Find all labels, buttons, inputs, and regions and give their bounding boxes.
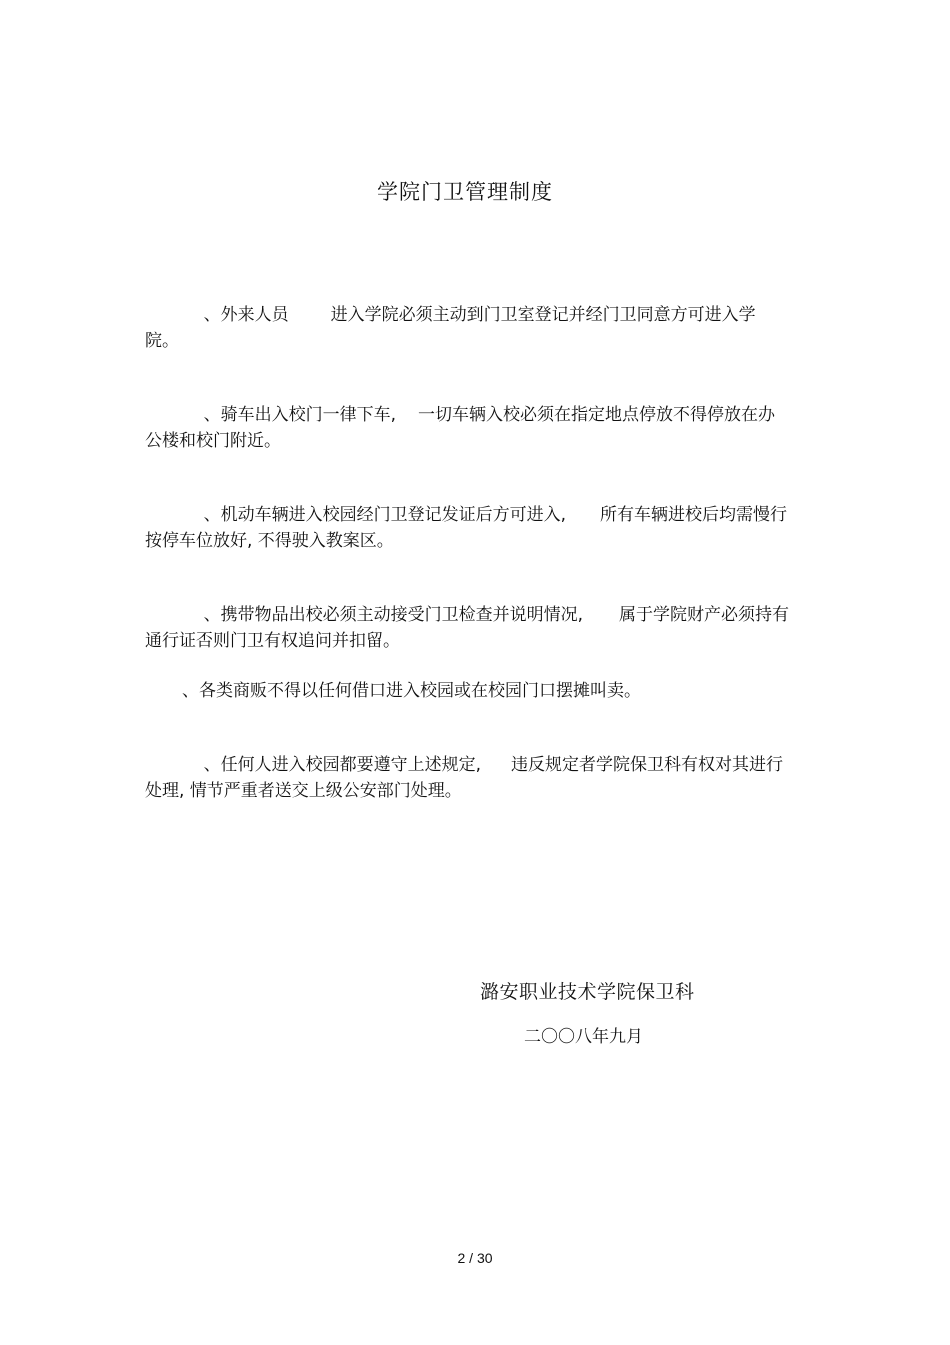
clause-1-line-1 [182, 279, 756, 351]
clause-3-part-a: 、机动车辆进入校园经门卫登记发证后方可进入, [203, 505, 567, 525]
clause-4-line-2: 通行证否则门卫有权追问并扣留。 [145, 631, 400, 651]
clause-1-part-a: 、外来人员 [203, 305, 289, 325]
signature-date: 二〇〇八年九月 [524, 1027, 643, 1047]
clause-2-line-2: 公楼和校门附近。 [145, 431, 281, 451]
clause-1-line-2: 院。 [145, 331, 179, 351]
clause-6-part-b: 违反规定者学院保卫科有权对其进行 [511, 755, 784, 775]
clause-2-part-a: 、骑车出入校门一律下车, [203, 405, 397, 425]
page-number: 2 / 30 [457, 1250, 493, 1266]
clause-3-line-2: 按停车位放好, 不得驶入教案区。 [145, 531, 394, 551]
document-title: 学院门卫管理制度 [377, 180, 553, 204]
clause-3-part-b: 所有车辆进校后均需慢行 [600, 505, 788, 525]
clause-4-part-a: 、携带物品出校必须主动接受门卫检查并说明情况, [203, 605, 584, 625]
clause-6-part-a: 、任何人进入校园都要遵守上述规定, [203, 755, 482, 775]
clause-6-line-2: 处理, 情节严重者送交上级公安部门处理。 [145, 781, 462, 801]
clause-2-part-b: 一切车辆入校必须在指定地点停放不得停放在办 [418, 405, 776, 425]
clause-4-part-b: 属于学院财产必须持有 [619, 605, 790, 625]
clause-5-line-1: 、各类商贩不得以任何借口进入校园或在校园门口摆摊叫卖。 [182, 681, 641, 701]
signature-organization: 潞安职业技术学院保卫科 [480, 981, 695, 1003]
clause-1-part-b: 进入学院必须主动到门卫室登记并经门卫同意方可进入学 [330, 305, 756, 325]
